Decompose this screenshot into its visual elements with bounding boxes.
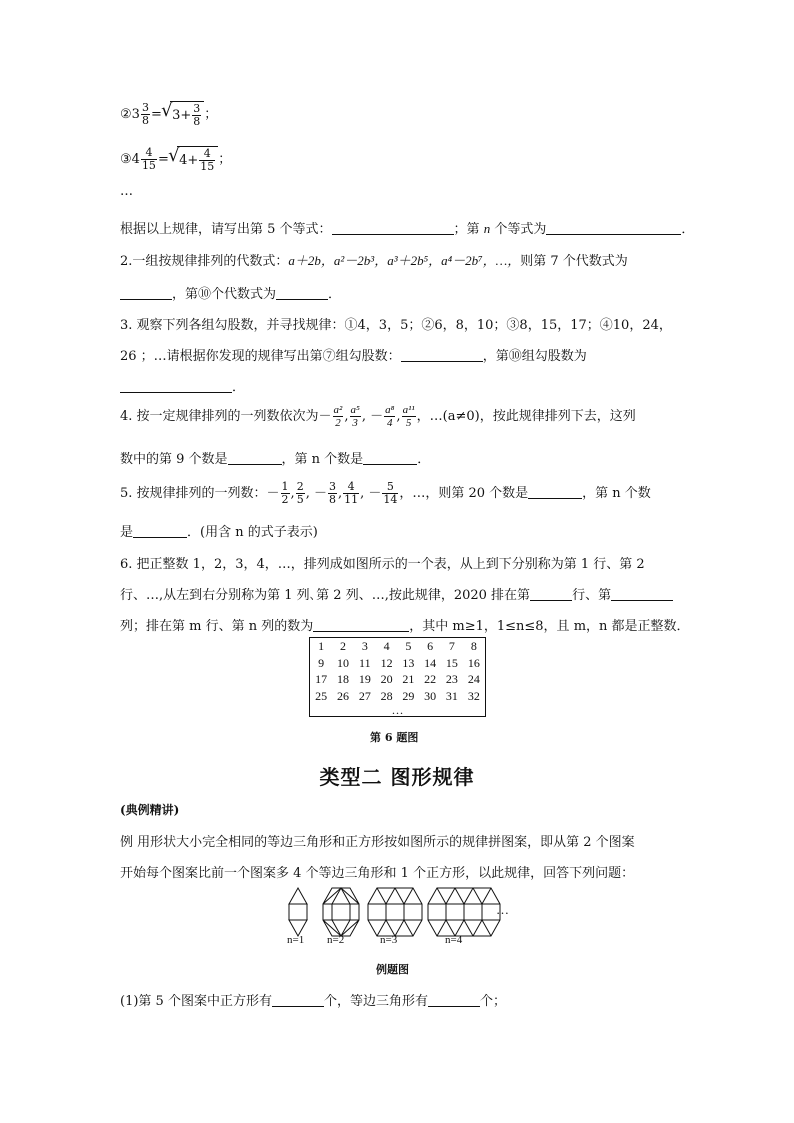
table-cell: 12 [380,655,393,670]
q2-answer-blank-1[interactable] [120,287,172,300]
q5-text-c: ，第 n 个数 [582,486,651,501]
table-cell: 18 [337,672,350,687]
q6-answer-blank-3[interactable] [313,619,409,632]
table-cell: 17 [315,672,328,687]
q1-text-b: ；第 [453,222,484,237]
example-question-1 [120,990,506,1009]
q3-text-c: ，第⑩组勾股数为 [482,349,587,364]
eq2-sqrt [170,101,204,128]
q2-answer-blank-2[interactable] [276,287,328,300]
eq2-equals: = [150,107,162,122]
eq2-root-frac [192,103,201,128]
table-cell: 16 [467,655,480,670]
eq2-frac-num: 3 [141,101,149,114]
eq3-end: ； [218,152,232,167]
figure-label-n4: n=4 [445,934,463,946]
question-3-line-3 [120,376,245,395]
question-5-line-1: 5. 按规律排列的一列数：－ $\frac{1}{2}$ , $\frac{2}{5}$ , － $\frac{3}{8}$ , $\frac{4}{11}$ , － $\frac{5}{14}$ ，…，则第 20 个数是 ，第 n 个数 [120,480,651,506]
pattern-n1 [289,888,307,936]
example-text-2: 开始每个图案比前一个图案多 4 个等边三角形和 1 个正方形，以此规律，回答下列问题： [120,866,635,881]
table-cell: 15 [445,655,458,670]
q4-frac-2 [350,404,361,429]
table-cell: 9 [318,655,325,670]
q5-frac-1 [281,481,290,506]
q6-text-b2: 行、第 [572,588,612,603]
example-q1-b: 个，等边三角形有 [323,994,428,1009]
equation-2 [120,101,217,128]
q6-text-d: ，其中 m≥1，1≤n≤8，且 m，n 都是正整数． [409,619,690,634]
table-cell: 24 [467,672,480,687]
figure-caption: 例题图 [376,963,409,976]
eq3-root-num: 4 [199,148,215,161]
pattern-n3 [368,888,422,936]
table-cell: 20 [380,672,393,687]
table-cell: 32 [467,688,480,703]
q5-answer-blank-2[interactable] [133,525,187,538]
q6-text-c: 列；排在第 m 行、第 n 列的数为 [120,619,314,634]
q5-line2-b: ．(用含 n 的式子表示) [187,525,318,540]
table-cell: 11 [359,655,371,670]
table-cell: 31 [445,688,458,703]
q6-answer-blank-1[interactable] [530,588,572,601]
pattern-n2 [323,888,359,936]
figure-label-n2: n=2 [327,934,345,946]
table-cell: 13 [402,655,415,670]
section-title: 类型二 图形规律 [319,765,475,789]
eq3-prefix: ③4 [120,152,140,167]
q4-frac-1 [333,404,344,429]
q4-end: ． [417,452,431,467]
table-cell: 25 [315,688,328,703]
figure-label-n1: n=1 [287,934,305,946]
eq3-sqrt [177,146,218,173]
q4-f3-den: 4 [387,417,393,429]
table-cell: 14 [424,655,437,670]
table-cell: 8 [470,638,477,653]
q1-text-a: 根据以上规律，请写出第 5 个等式： [120,222,332,237]
q5-line2-a: 是 [120,525,134,540]
table-cell: 19 [358,672,371,687]
eq2-end: ； [204,107,218,122]
table-cell: 2 [340,638,347,653]
q2-text-b: 则第 7 个代数式为 [520,254,628,269]
q5-frac-5 [382,481,398,506]
q3-answer-blank-2[interactable] [120,380,232,393]
q5-frac-4 [343,481,359,506]
q5-answer-blank-1[interactable] [528,486,582,499]
q6-text-b: 行、…,从左到右分别称为第 1 列､第 2 列、…,按此规律，2020 排在第 [120,588,531,603]
q2-line2-b: ，第⑩个代数式为 [172,287,277,302]
table-cell: 3 [361,638,368,653]
example-q1-c: 个； [479,994,506,1009]
q5-f5-num: 5 [382,481,398,494]
table-cell: 27 [358,688,371,703]
table-cell: 28 [380,688,393,703]
eq3-root-frac [199,148,215,173]
question-6-line-2 [120,584,673,603]
q4-f1-den: 2 [335,417,341,429]
table-cell: 23 [445,672,458,687]
eq3-frac-den: 15 [141,159,156,172]
example-q1-blank-2[interactable] [428,994,480,1007]
q3-end: ． [232,380,246,395]
q5-frac-3 [328,481,337,506]
q5-text-a: 5. 按规律排列的一列数：－ [120,486,280,501]
q4-text-b: ，…(a≠0)，按此规律排列下去，这列 [416,409,636,424]
q3-text-b: 26 ；…请根据你发现的规律写出第⑦组勾股数： [120,349,401,364]
table-row [310,671,486,688]
table-ellipsis: … [391,703,404,718]
q1-n: n [483,221,491,236]
number-table [309,637,486,717]
q5-f3-den: 8 [328,493,336,506]
eq2-root-num: 3 [193,102,201,115]
eq2-fraction [141,102,150,127]
q4-answer-blank-2[interactable] [363,452,417,465]
eq2-frac-den: 8 [141,114,149,127]
q1-end: ． [681,222,695,237]
table-cell: 30 [424,688,437,703]
q4-frac-3 [384,404,395,429]
question-4-line-1: 4. 按一定规律排列的一列数依次为－ $\frac{\text{a²}}{2}$ , $\frac{\text{a⁵}}{3}$ , － $\frac{\text{a⁸}}{4}$ , $\frac{\text{a¹¹}}{5}$ ，…(a≠0)，按此规律排列下去，这列 [120,404,636,429]
example-tag: (典例精讲) [120,803,180,817]
table-cell: 7 [448,638,455,653]
table-cell: 22 [424,672,437,687]
eq2-prefix: ②3 [120,107,140,122]
question-2-line-1 [120,250,628,269]
table-row [310,688,486,705]
table-cell: 29 [402,688,415,703]
ellipsis-line: … [120,184,133,199]
example-q1-a: (1)第 5 个图案中正方形有 [120,994,272,1009]
equation-3 [120,146,231,173]
q1-text-c: 个等式为 [490,222,547,237]
q4-text-d: ，第 n 个数是 [281,452,364,467]
question-4-line-2 [120,448,430,467]
figure-label-n3: n=3 [380,934,398,946]
q4-f2-num: a⁵ [350,404,360,416]
question-2-line-2 [120,283,341,302]
q5-f1-num: 1 [281,480,289,493]
question-3-line-1: 3. 观察下列各组勾股数，并寻找规律：①4，3，5；②6，8，10；③8，15，17；④10，24， [120,318,672,333]
question-5-line-2 [120,521,318,540]
eq2-root-den: 8 [193,115,201,128]
q5-f2-den: 5 [296,493,304,506]
q5-f5-den: 14 [383,493,398,506]
question-1 [120,218,694,237]
eq3-fraction [141,147,157,172]
eq2-root-int: 3+ [172,108,192,123]
figure-ellipsis: … [496,902,509,917]
q3-answer-blank-1[interactable] [401,349,483,362]
table-row [310,638,486,655]
table-cell: 4 [383,638,390,653]
q4-f3-num: a⁸ [385,404,395,416]
q2-end: ． [328,287,342,302]
eq3-root-int: 4+ [179,153,199,168]
eq3-root-den: 15 [200,160,215,173]
q4-answer-blank-1[interactable] [228,452,282,465]
table-row [310,655,486,672]
q5-f2-num: 2 [296,480,304,493]
eq3-frac-num: 4 [141,147,157,160]
example-q1-blank-1[interactable] [272,994,324,1007]
q4-f4-den: 5 [405,417,412,429]
pattern-n4 [428,888,500,936]
question-6-line-1: 6. 把正整数 1，2，3，4，…，排列成如图所示的一个表，从上到下分别称为第 1 行、第 2 [120,557,645,572]
eq3-equals: = [157,152,169,167]
q4-text-c: 数中的第 9 个数是 [120,452,228,467]
pattern-figure [280,884,520,952]
q4-f4-num: a¹¹ [402,404,415,416]
q5-f3-num: 3 [328,480,336,493]
q5-frac-2 [296,481,305,506]
q2-text-a: 2.一组按规律排列的代数式： [120,254,289,269]
q1-answer-blank-1[interactable] [332,222,454,235]
q2-series: a＋2b，a²－2b³，a³＋2b⁵，a⁴－2b⁷，…， [288,253,521,268]
q4-f1-num: a² [333,404,343,416]
table-cell: 6 [427,638,434,653]
q5-f4-den: 11 [344,493,359,506]
q4-f2-den: 3 [352,417,358,429]
q5-f1-den: 2 [281,493,289,506]
question-3-line-2 [120,345,587,364]
table-cell: 5 [405,638,412,653]
question-6-line-3 [120,615,690,634]
q6-answer-blank-2[interactable] [611,588,673,601]
q4-frac-4 [402,404,416,429]
example-text-1: 例 用形状大小完全相同的等边三角形和正方形按如图所示的规律拼图案，即从第 2 个图案 [120,835,635,850]
q4-text-a: 4. 按一定规律排列的一列数依次为－ [120,409,332,424]
table-cell: 10 [337,655,350,670]
table-caption: 第 6 题图 [370,731,419,744]
q5-f4-num: 4 [343,481,359,494]
table-cell: 1 [318,638,325,653]
table-cell: 26 [337,688,350,703]
table-cell: 21 [402,672,415,687]
table-row-ellipsis [310,705,486,717]
q5-text-b: ，…，则第 20 个数是 [399,486,529,501]
q1-answer-blank-2[interactable] [546,222,681,235]
